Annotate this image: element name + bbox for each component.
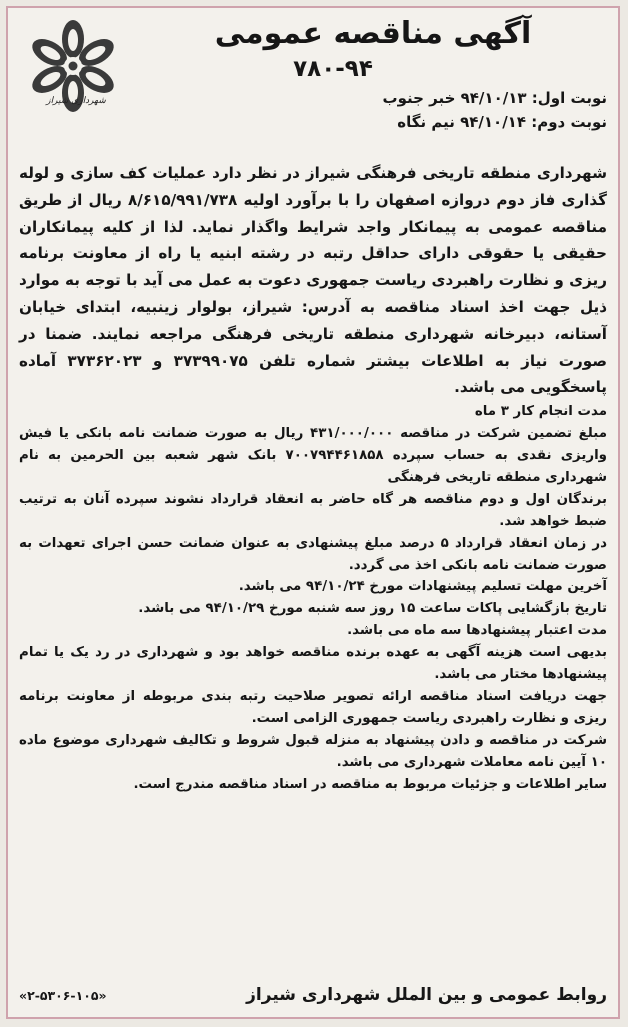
announcement-title: آگهی مناقصه عمومی (214, 16, 532, 51)
reference-code: «۲-۵۳۰۶-۱۰۵» (19, 988, 107, 1003)
work-duration: مدت انجام کار ۳ ماه (474, 404, 607, 420)
acceptance-clause: شرکت در مناقصه و دادن پیشنهاد به منزله قبول شروط و تکالیف شهرداری موضوع ماده ۱۰ آیین نامه معاملات شهرداری می باشد. (19, 732, 607, 770)
intro-paragraph: شهرداری منطقه تاریخی فرهنگی شیراز در نظر دارد عملیات کف سازی و لوله گذاری فاز دوم دروازه اصفهان را با برآورد اولیه ۸/۶۱۵/۹۹۱/۷۳۸ ریال از طریق مناقصه عمومی به پیمانکار واجد شرایط واگذار نماید. لذا از کلیه پیمانکاران حقیقی یا حقوقی دارای حداقل رتبه در رشته ابنیه یا راه از معاونت برنامه ریزی و نظارت راهبردی ریاست جمهوری دعوت به عمل می آید با توجه به موارد ذیل جهت اخذ اسناد مناقصه به آدرس: شیراز، بولوار زینبیه، ابتدای خیابان آستانه، دبیرخانه شهرداری منطقه تاریخی فرهنگی مراجعه نمایند. ضمنا در صورت نیاز به اطلاعات بیشتر شماره تلفن ۳۷۳۹۹۰۷۵ و ۳۷۳۶۲۰۲۳ آماده پاسخگویی می باشد. (19, 164, 607, 397)
bid-guarantee: مبلغ تضمین شرکت در مناقصه ۴۳۱/۰۰۰/۰۰۰ ریال به صورت ضمانت نامه بانکی یا فیش واریزی نقدی به حساب سپرده ۷۰۰۷۹۴۴۶۱۸۵۸ بانک شهر شعبه بین الحرمین به نام شهرداری منطقه تاریخی فرهنگی (19, 426, 607, 485)
announcement (13, 12, 613, 1013)
opening-date: تاریخ بازگشایی پاکات ساعت ۱۵ روز سه شنبه مورخ ۹۴/۱۰/۲۹ می باشد. (138, 601, 607, 617)
announcement-number: ۷۸۰-۹۴ (293, 56, 373, 82)
logo-caption: شهرداری شیراز (46, 96, 106, 106)
validity-period: مدت اعتبار پیشنهادها سه ماه می باشد. (347, 623, 607, 639)
announcement-footer (19, 983, 607, 1009)
qualification-requirement: جهت دریافت اسناد مناقصه ارائه تصویر صلاحیت رتبه بندی مربوطه از معاونت برنامه ریزی و نظارت راهبردی ریاست جمهوری الزامی است. (19, 688, 607, 726)
first-publication-line: نوبت اول: ۹۴/۱۰/۱۳ خبر جنوب (382, 89, 607, 107)
submission-deadline: آخرین مهلت تسلیم پیشنهادات مورخ ۹۴/۱۰/۲۴ می باشد. (238, 579, 607, 595)
winner-forfeit-clause: برندگان اول و دوم مناقصه هر گاه حاضر به انعقاد قرارداد نشوند سپرده آنان به ترتیب ضبط خواهد شد. (19, 491, 607, 529)
announcement-header (13, 12, 613, 160)
announcement-body (13, 160, 613, 983)
publisher-name: روابط عمومی و بین الملل شهرداری شیراز (246, 985, 607, 1005)
other-details: سایر اطلاعات و جزئیات مربوط به مناقصه در اسناد مناقصه مندرج است. (133, 776, 607, 792)
performance-guarantee: در زمان انعقاد قرارداد ۵ درصد مبلغ پیشنهادی به عنوان ضمانت حسن اجرای تعهدات به صورت ضمانت نامه بانکی اخذ می گردد. (19, 535, 607, 573)
newspaper-clipping (6, 6, 620, 1019)
second-publication-line: نوبت دوم: ۹۴/۱۰/۱۴ نیم نگاه (397, 113, 607, 131)
advertising-cost-clause: بدیهی است هزینه آگهی به عهده برنده مناقصه خواهد بود و شهرداری در رد یک یا تمام پیشنهادها مختار می باشد. (19, 645, 607, 683)
